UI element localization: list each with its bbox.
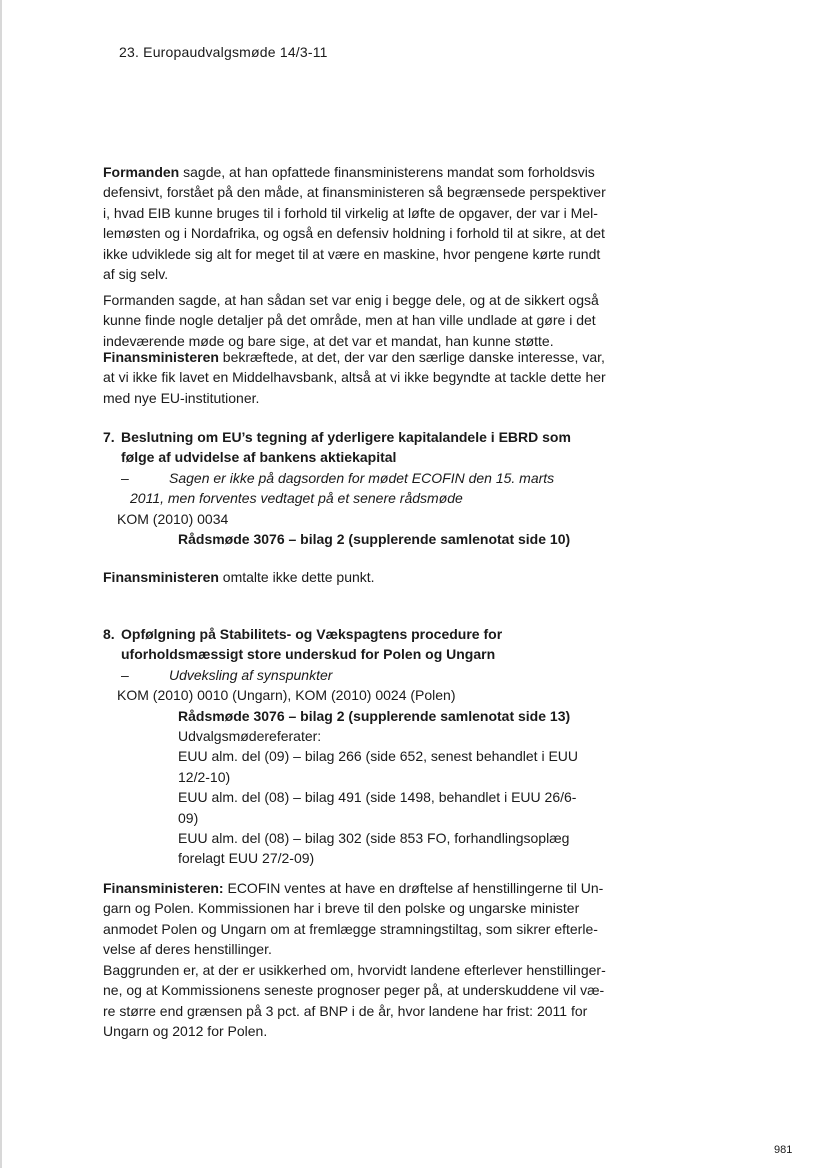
kom-reference: KOM (2010) 0010 (Ungarn), KOM (2010) 0024 (Polen) — [117, 687, 456, 704]
paragraph-line — [103, 182, 606, 202]
item-number: 8. — [103, 626, 115, 642]
reference-line: 12/2-10) — [178, 768, 231, 785]
reference-line: 09) — [178, 809, 199, 826]
line-text: Ungarn og 2012 for Polen. — [103, 1023, 268, 1040]
paragraph-line — [103, 919, 598, 939]
paragraph-line — [103, 264, 168, 284]
paragraph-line — [103, 1021, 267, 1041]
item-note: Sagen er ikke på dagsorden for mødet ECOFIN den 15. marts — [169, 469, 555, 486]
line-text: at vi ikke fik lavet en Middelhavsbank, altså at vi ikke begyndte at tackle dette her — [103, 369, 606, 386]
item-heading: uforholdsmæssigt store underskud for Polen og Ungarn — [121, 646, 496, 663]
paragraph-line — [103, 878, 603, 898]
line-text: anmodet Polen og Ungarn om at fremlægge stramningstiltag, som sikrer efterle- — [103, 920, 598, 937]
item-heading: Opfølgning på Stabilitets- og Vækspagtens procedure for — [121, 626, 503, 642]
council-reference: Rådsmøde 3076 – bilag 2 (supplerende samlenotat side 10) — [178, 531, 571, 547]
scan-edge — [0, 0, 2, 1168]
item-heading: Beslutning om EU’s tegning af yderligere kapitalandele i EBRD som — [121, 429, 571, 445]
paragraph-line — [103, 388, 259, 408]
speaker-name: Finansministeren: — [103, 880, 224, 896]
speaker-name: Finansministeren — [103, 569, 219, 585]
item-note: Udveksling af synspunkter — [169, 666, 333, 683]
paragraph-line — [103, 1001, 587, 1021]
reference-line: Udvalgsmødereferater: — [178, 728, 322, 744]
line-text: i, hvad EIB kunne bruges til i forhold til virkelig at løfte de opgaver, der var i Mel- — [103, 204, 598, 221]
paragraph-line — [103, 347, 605, 367]
speaker-name: Finansministeren — [103, 349, 219, 365]
line-text: velse af deres henstillinger. — [103, 941, 272, 958]
reference-line: EUU alm. del (08) – bilag 491 (side 1498, behandlet i EUU 26/6- — [178, 789, 577, 806]
dash: – — [121, 469, 129, 486]
item-heading: følge af udvidelse af bankens aktiekapital — [121, 449, 397, 466]
paragraph-line — [103, 162, 595, 182]
paragraph-line — [103, 310, 596, 330]
line-text: med nye EU-institutioner. — [103, 389, 260, 406]
paragraph-line — [103, 290, 599, 310]
paragraph-line — [103, 960, 606, 980]
paragraph-line — [103, 939, 272, 959]
paragraph-line — [103, 567, 375, 587]
page-number: 981 — [774, 1144, 793, 1156]
item-note: 2011, men forventes vedtaget på et senere rådsmøde — [130, 490, 463, 507]
line-text: ECOFIN ventes at have en drøftelse af henstillingerne til Un- — [223, 880, 604, 896]
line-text: garn og Polen. Kommissionen har i breve til den polske og ungarske minister — [103, 900, 580, 917]
line-text: lemøsten og i Nordafrika, og også en defensiv holdning i forhold til at sikre, at det — [103, 225, 605, 242]
council-reference: Rådsmøde 3076 – bilag 2 (supplerende samlenotat side 13) — [178, 707, 571, 724]
item-number: 7. — [103, 429, 115, 445]
line-text: Baggrunden er, at der er usikkerhed om, hvorvidt landene efterlever henstillinger- — [103, 962, 606, 978]
paragraph-line — [103, 980, 604, 1000]
dash: – — [121, 666, 129, 683]
line-text: indeværende møde og bare sige, at det var et mandat, han kunne støtte. — [103, 332, 554, 349]
page-header: 23. Europaudvalgsmøde 14/3-11 — [119, 44, 328, 60]
line-text: af sig selv. — [103, 266, 169, 282]
line-text: bekræftede, at det, der var den særlige danske interesse, var, — [218, 349, 605, 365]
line-text: defensivt, forstået på den måde, at finansministeren så begrænsede perspektiver — [103, 184, 606, 201]
line-text: kunne finde nogle detaljer på det område, men at han ville undlade at gøre i det — [103, 312, 596, 329]
paragraph-line — [103, 203, 598, 223]
line-text: omtalte ikke dette punkt. — [218, 569, 375, 585]
kom-reference: KOM (2010) 0034 — [117, 510, 229, 527]
line-text: re større end grænsen på 3 pct. af BNP i de år, hvor landene har frist: 2011 for — [103, 1002, 588, 1019]
paragraph-line — [103, 244, 600, 264]
line-text: ne, og at Kommissionens seneste prognoser peger på, at underskuddene vil væ- — [103, 982, 605, 999]
speaker-name: Formanden — [103, 164, 180, 180]
paragraph-line — [103, 898, 579, 918]
paragraph-line — [103, 223, 605, 243]
paragraph-line — [103, 367, 606, 387]
line-text: Formanden sagde, at han sådan set var enig i begge dele, og at de sikkert også — [103, 292, 599, 308]
line-text: ikke udviklede sig alt for meget til at være en maskine, hvor pengene kørte rundt — [103, 245, 601, 262]
reference-line: EUU alm. del (08) – bilag 302 (side 853 FO, forhandlingsoplæg — [178, 830, 570, 846]
reference-line: EUU alm. del (09) – bilag 266 (side 652, senest behandlet i EUU — [178, 748, 578, 765]
reference-line: forelagt EUU 27/2-09) — [178, 850, 315, 867]
line-text: sagde, at han opfattede finansministerens mandat som forholdsvis — [179, 164, 595, 180]
